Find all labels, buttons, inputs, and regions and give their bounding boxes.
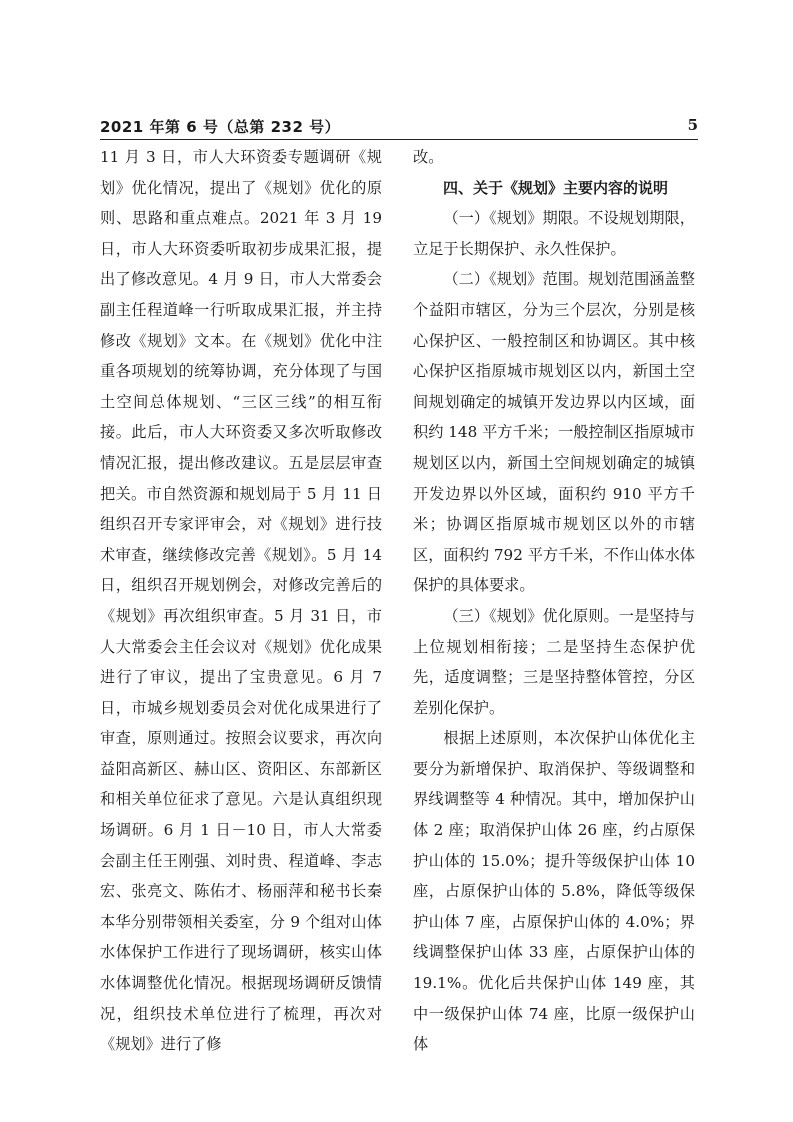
body-paragraph: 根据上述原则，本次保护山体优化主要分为新增保护、取消保护、等级调整和界线调整等 4 种情况。其中，增加保护山体 2 座；取消保护山体 26 座，约占原保护山体的 15.0%；提升等级保护山体 10 座，占原保护山体的 5.8%，降低等级保护山体 7 座，占原保护山体的 4.0%；界线调整保护山体 33 座，占原保护山体的 19.1%。优化后共保护山体 149 座，其中一级保护山体 74 座，比原一级保护山体 [413,729,695,1054]
left-column [100,142,382,1060]
header-rule [100,139,698,140]
body-paragraph: 11 月 3 日，市人大环资委专题调研《规划》优化情况，提出了《规划》优化的原则、思路和重点难点。2021 年 3 月 19 日，市人大环资委听取初步成果汇报，提出了修改意见。4 月 9 日，市人大常委会副主任程道峰一行听取成果汇报，并主持修改《规划》文本。在《规划》优化中注重各项规划的统筹协调，充分体现了与国土空间总体规划、“三区三线”的相互衔接。此后，市人大环资委又多次听取修改情况汇报，提出修改建议。五是层层审查把关。市自然资源和规划局于 5 月 11 日组织召开专家评审会，对《规划》进行技术审查，继续修改完善《规划》。5 月 14 日，组织召开规划例会，对修改完善后的《规划》再次组织审查。5 月 31 日，市人大常委会主任会议对《规划》优化成果进行了审议，提出了宝贵意见。6 月 7 日，市城乡规划委员会对优化成果进行了审查，原则通过。按照会议要求，再次向益阳高新区、赫山区、资阳区、东部新区和相关单位征求了意见。六是认真组织现场调研。6 月 1 日－10 日，市人大常委会副主任王刚强、刘时贵、程道峰、李志宏、张亮文、陈佑才、杨丽萍和秘书长秦本华分别带领相关委室，分 9 个组对山体水体保护工作进行了现场调研，核实山体水体调整优化情况。根据现场调研反馈情况，组织技术单位进行了梳理，再次对《规划》进行了修 [100,148,382,1054]
body-paragraph-continuation: 改。 [413,148,444,166]
page-header [100,116,698,138]
issue-label: 2021 年第 6 号（总第 232 号） [100,118,341,136]
body-paragraph: （三）《规划》优化原则。一是坚持与上位规划相衔接；二是坚持生态保护优先，适度调整；三是坚持整体管控，分区差别化保护。 [413,606,695,717]
body-paragraph: （一）《规划》期限。不设规划期限，立足于长期保护、永久性保护。 [413,209,695,258]
page-number: 5 [687,116,698,134]
right-column [413,142,695,1060]
section-heading: 四、关于《规划》主要内容的说明 [443,178,669,197]
body-paragraph: （二）《规划》范围。规划范围涵盖整个益阳市辖区，分为三个层次，分别是核心保护区、一般控制区和协调区。其中核心保护区指原城市规划区以内，新国土空间规划确定的城镇开发边界以内区域，面积约 148 平方千米；一般控制区指原城市规划区以内，新国土空间规划确定的城镇开发边界以外区域，面积约 910 平方千米；协调区指原城市规划区以外的市辖区，面积约 792 平方千米，不作山体水体保护的具体要求。 [413,270,695,595]
